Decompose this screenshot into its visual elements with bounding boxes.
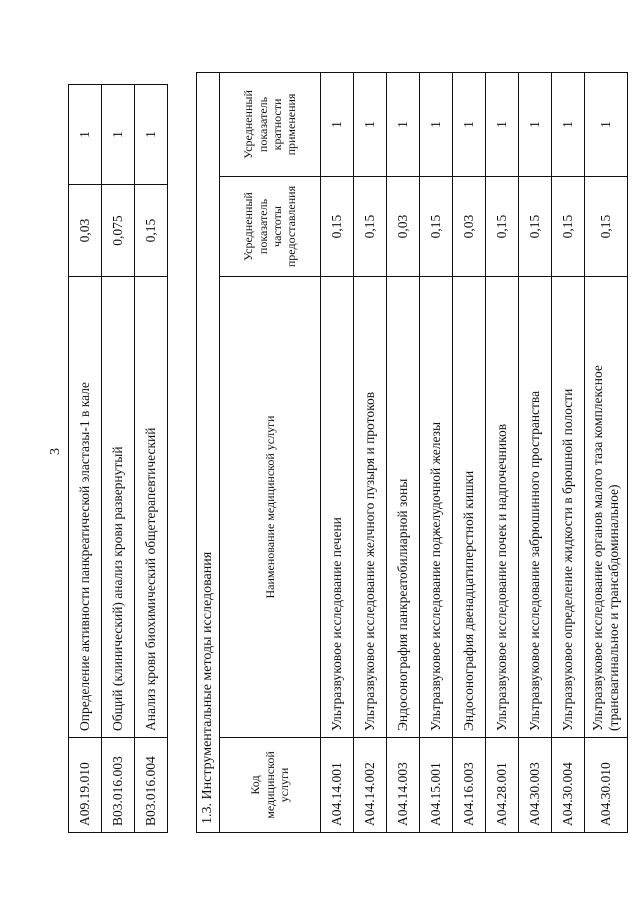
table-row: [102, 85, 135, 833]
header-multiplicity: Усредненный показатель кратности применения: [220, 72, 321, 176]
table-row: [321, 72, 354, 832]
multiplicity-value: 1: [387, 72, 420, 176]
service-code: B03.016.003: [102, 738, 135, 833]
table-row: [585, 72, 628, 832]
service-name: Эндосонография панкреатобилиарной зоны: [387, 277, 420, 738]
multiplicity-value: 1: [585, 72, 628, 176]
multiplicity-value: 1: [69, 85, 102, 185]
service-code: A04.30.010: [585, 738, 628, 833]
multiplicity-value: 1: [321, 72, 354, 176]
table-row: [135, 85, 168, 833]
table-row: [420, 72, 453, 832]
service-name: Эндосонография двенадцатиперстной кишки: [453, 277, 486, 738]
table-row: [387, 72, 420, 832]
frequency-value: 0,15: [420, 177, 453, 277]
table-row: [354, 72, 387, 832]
table-row: [486, 72, 519, 832]
service-name: Ультразвуковое исследование поджелудочной железы: [420, 277, 453, 738]
frequency-value: 0,03: [453, 177, 486, 277]
header-code: Код медицинской услуги: [220, 738, 321, 833]
frequency-value: 0,15: [519, 177, 552, 277]
section-title-row: [197, 72, 220, 832]
table-row: [453, 72, 486, 832]
frequency-value: 0,03: [387, 177, 420, 277]
frequency-value: 0,03: [69, 185, 102, 277]
frequency-value: 0,15: [135, 185, 168, 277]
service-code: A04.16.003: [453, 738, 486, 833]
frequency-value: 0,15: [552, 177, 585, 277]
service-name: Анализ крови биохимический общетерапевтический: [135, 277, 168, 738]
multiplicity-value: 1: [519, 72, 552, 176]
service-name: Ультразвуковое исследование желчного пузыря и протоков: [354, 277, 387, 738]
service-code: B03.016.004: [135, 738, 168, 833]
multiplicity-value: 1: [354, 72, 387, 176]
header-name: Наименование медицинской услуги: [220, 277, 321, 738]
service-name: Общий (клинический) анализ крови развернутый: [102, 277, 135, 738]
service-name: Ультразвуковое исследование печени: [321, 277, 354, 738]
services-table-continued: [68, 84, 168, 833]
multiplicity-value: 1: [102, 85, 135, 185]
service-code: A04.28.001: [486, 738, 519, 833]
service-code: A04.14.001: [321, 738, 354, 833]
instrumental-methods-table: [196, 72, 628, 833]
service-name: Ультразвуковое исследование забрюшинного пространства: [519, 277, 552, 738]
frequency-value: 0,075: [102, 185, 135, 277]
multiplicity-value: 1: [453, 72, 486, 176]
service-name: Определение активности панкреатической эластазы-1 в кале: [69, 277, 102, 738]
section-title: 1.3. Инструментальные методы исследования: [197, 72, 220, 832]
frequency-value: 0,15: [354, 177, 387, 277]
header-row: [220, 72, 321, 832]
service-code: A04.14.003: [387, 738, 420, 833]
table-row: [552, 72, 585, 832]
multiplicity-value: 1: [486, 72, 519, 176]
frequency-value: 0,15: [321, 177, 354, 277]
page-number: 3: [48, 448, 63, 455]
service-name: Ультразвуковое исследование органов малого таза комплексное (трансвагинальное и трансабдоминальное): [585, 277, 628, 738]
frequency-value: 0,15: [486, 177, 519, 277]
service-name: Ультразвуковое исследование почек и надпочечников: [486, 277, 519, 738]
table-row: [519, 72, 552, 832]
service-code: A04.14.002: [354, 738, 387, 833]
table-row: [69, 85, 102, 833]
service-name: Ультразвуковое определение жидкости в брюшной полости: [552, 277, 585, 738]
service-code: A04.30.003: [519, 738, 552, 833]
frequency-value: 0,15: [585, 177, 628, 277]
service-code: A09.19.010: [69, 738, 102, 833]
multiplicity-value: 1: [135, 85, 168, 185]
multiplicity-value: 1: [552, 72, 585, 176]
header-frequency: Усредненный показатель частоты предоставления: [220, 177, 321, 277]
service-code: A04.15.001: [420, 738, 453, 833]
service-code: A04.30.004: [552, 738, 585, 833]
multiplicity-value: 1: [420, 72, 453, 176]
